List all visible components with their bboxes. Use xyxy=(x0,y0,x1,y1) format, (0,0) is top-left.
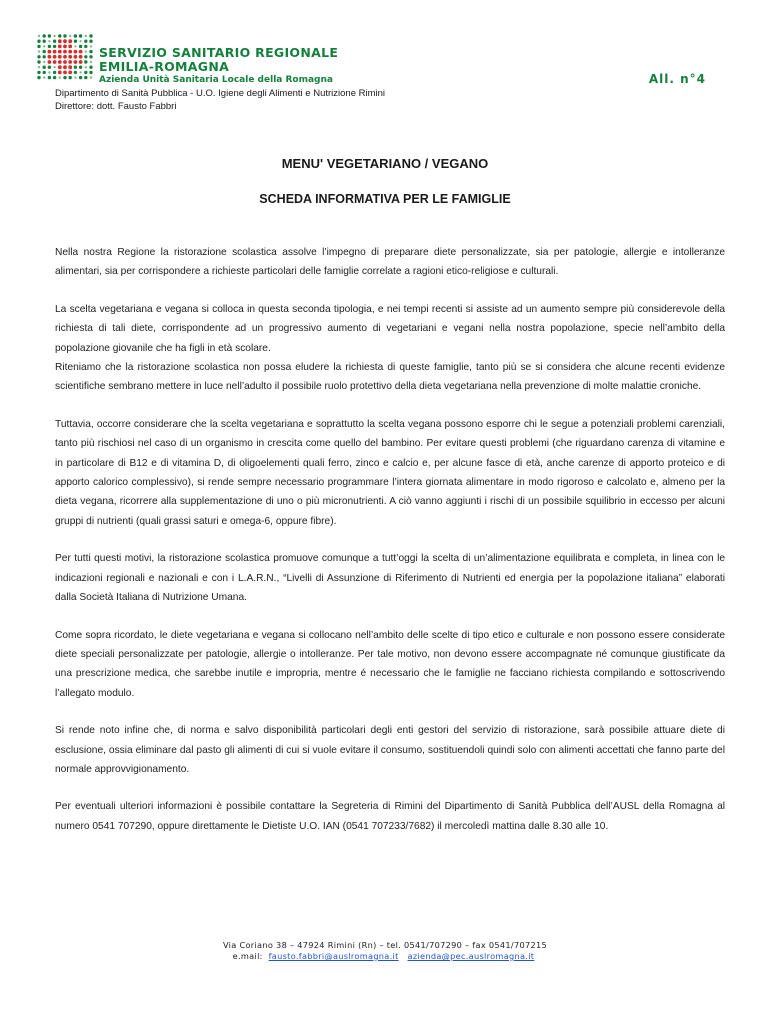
department-name: Dipartimento di Sanità Pubblica - U.O. Igiene degli Alimenti e Nutrizione Rimini xyxy=(55,88,386,99)
paragraph-1: Nella nostra Regione la ristorazione scolastica assolve l’impegno di preparare diete personalizzate, sia per patologie, allergie e intolleranze alimentari, sia per corrispondere a richieste particolari delle famiglie correlate a ragioni etico-religiose e culturali. xyxy=(55,247,725,278)
organization-name xyxy=(99,46,338,86)
director-name: Direttore: dott. Fausto Fabbri xyxy=(55,100,177,112)
org-line-2: EMILIA-ROMAGNA xyxy=(99,59,230,74)
paragraph-4: Tuttavia, occorre considerare che la scelta vegetariana e soprattutto la scelta vegana possono esporre chi le segue a potenziali problemi carenziali, tanto più rischiosi nel caso di un organismo in crescita come quello del bambino. Per evitare questi problemi (che riguardano carenza di vitamine e in particolare di B12 e di vitamina D, di oligoelementi quali ferro, zinco e calcio e, per alcune fasce di età, anche carenze di apporto proteico e di apporto calorico complessivo), si rende sempre necessario programmare l’intera giornata alimentare in modo rigoroso e calcolato e, almeno per la dieta vegana, ricorrere alla supplementazione di uno o più micronutrienti. A ciò vanno aggiunti i rischi di un possibile squilibrio in eccesso per alcuni gruppi di nutrienti (quali grassi saturi e omega-6, oppure fibre). xyxy=(55,418,725,527)
document-title: MENU' VEGETARIANO / VEGANO xyxy=(281,156,489,171)
footer-address: Via Coriano 38 – 47924 Rimini (Rn) – tel. 0541/707290 – fax 0541/707215 xyxy=(222,940,548,950)
paragraph-3: Riteniamo che la ristorazione scolastica non possa eludere la richiesta di queste famiglie, tanto più se si considera che alcune recenti evidenze scientifiche sembrano mettere in luce nell’adulto il possibile ruolo protettivo della dieta vegetariana nella prevenzione di molte malattie croniche. xyxy=(55,362,725,393)
email-link-director[interactable]: fausto.fabbri@auslromagna.it xyxy=(268,951,399,961)
dot-grid-logo-icon xyxy=(36,33,96,85)
ausl-logo xyxy=(36,33,96,85)
email-link-pec[interactable]: azienda@pec.auslromagna.it xyxy=(407,951,535,961)
paragraph-2: La scelta vegetariana e vegana si colloca in questa seconda tipologia, e nei tempi recenti si assiste ad un aumento sempre più considerevole della richiesta di tali diete, corrispondente ad un progressivo aumento di vegetariani e vegani nella nostra popolazione, specie nell’ambito della popolazione giovanile che ha figli in età scolare. xyxy=(55,303,725,354)
footer-emails xyxy=(0,951,770,962)
attachment-number: All. n°4 xyxy=(648,72,706,86)
paragraph-7: Si rende noto infine che, di norma e salvo disponibilità particolari degli enti gestori del servizio di ristorazione, sarà possibile attuare diete di esclusione, ossia eliminare dal pasto gli alimenti di cui si vuole evitare il consumo, sostituendoli quindi solo con alimenti accettati che fanno parte del normale approvvigionamento. xyxy=(55,725,725,775)
department-info xyxy=(55,88,385,113)
page-footer xyxy=(0,940,770,962)
paragraph-5: Per tutti questi motivi, la ristorazione scolastica promuove comunque a tutt’oggi la scelta di un’alimentazione equilibrata e completa, in linea con le indicazioni regionali e nazionali e con i L.A.R.N., “Livelli di Assunzione di Riferimento di Nutrienti ed energia per la popolazione italiana” elaborati dalla Società Italiana di Nutrizione Umana. xyxy=(55,553,725,604)
org-line-1: SERVIZIO SANITARIO REGIONALE xyxy=(99,45,339,60)
paragraph-8: Per eventuali ulteriori informazioni è possibile contattare la Segreteria di Rimini del Dipartimento di Sanità Pubblica dell’AUSL della Romagna al numero 0541 707290, oppure direttamente le Dietiste U.O. IAN (0541 707233/7682) il mercoledì mattina dalle 8.30 alle 10. xyxy=(55,801,725,832)
paragraph-6: Come sopra ricordato, le diete vegetariana e vegana si collocano nell’ambito delle scelte di tipo etico e culturale e non possono essere considerate diete speciali personalizzate per patologie, allergie o intolleranze. Per tale motivo, non devono essere accompagnate né comunque giustificate da una prescrizione medica, che sarebbe inutile e impropria, mentre é necessario che le famiglie ne facciano richiesta compilando e sottoscrivendo l’allegato modulo. xyxy=(55,629,725,699)
document-body xyxy=(55,243,725,854)
org-line-3: Azienda Unità Sanitaria Locale della Romagna xyxy=(99,75,333,85)
document-subtitle: SCHEDA INFORMATIVA PER LE FAMIGLIE xyxy=(259,192,511,206)
footer-email-label: e.mail: xyxy=(232,951,263,961)
